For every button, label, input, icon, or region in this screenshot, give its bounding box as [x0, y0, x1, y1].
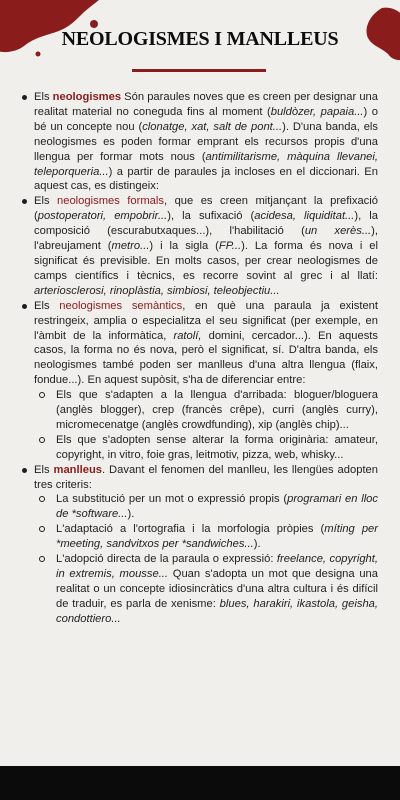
list-item-neologismes-semantics [20, 299, 378, 463]
text: ) i la sigla ( [149, 240, 219, 253]
page-title: NEOLOGISMES I MANLLEUS [61, 28, 339, 50]
text: Els [34, 463, 54, 476]
text: ). D'una banda, els neologismes es poden formar emprant els recursos propis d'una llengua per formar mots nous ( [34, 120, 378, 163]
term-neologismes-formals: neologismes formals [57, 195, 164, 208]
title-underline [132, 69, 266, 72]
text: Quan s'adopta un mot que designa una realitat o un concepte idiosincràtics d'una altra cultura i és difícil de traduir, es parla de xenisme: [56, 568, 378, 610]
term-neologismes: neologismes [52, 91, 122, 103]
text: ), la sufixació ( [167, 210, 255, 223]
example: míting per *meeting, sandvitxos per *sandwiches... [56, 523, 378, 551]
text: ). [253, 538, 261, 551]
example: postoperatori, empobrir... [37, 210, 168, 223]
example: arteriosclerosi, rinoplàstia, simbiosi, teleobjectiu... [34, 284, 280, 297]
text: Els [34, 299, 60, 312]
sublist-manlleus-types [34, 388, 378, 463]
main-list [20, 90, 378, 627]
text: Són paraules noves que es creen per designar una realitat material no coneguda fins al moment ( [34, 91, 378, 118]
text: L'adaptació a l'ortografia i la morfologia pròpies ( [56, 523, 325, 536]
list-item-manlleus [20, 463, 378, 627]
sublist-item [34, 492, 378, 522]
sublist-item [34, 522, 378, 552]
sublist-item: Els que s'adapten a la llengua d'arribada: bloguer/bloguera (anglès blogger), crep (francès crêpe), curri (anglès curry), micromecenatge (anglès crowdfunding), xip (anglès chip)... [34, 388, 378, 433]
list-item-neologismes [20, 90, 378, 194]
text: ), l'abreujament ( [34, 225, 378, 253]
sublist-item: Els que s'adopten sense alterar la forma originària: amateur, copyright, in vitro, foie gras, leitmotiv, pizza, web, whisky... [34, 433, 378, 463]
text: Els [34, 91, 53, 103]
example: buldòzer, papaia... [270, 105, 364, 118]
sublist-criteris [34, 492, 378, 626]
example: FP... [218, 240, 242, 253]
sublist-item [34, 552, 378, 627]
example: clonatge, xat, salt de pont... [142, 120, 283, 133]
list-item-neologismes-formals [20, 194, 378, 298]
term-neologismes-semantics: neologismes semàntics [59, 299, 183, 312]
text: La substitució per un mot o expressió propis ( [56, 493, 288, 506]
example: blues, harakiri, ikastola, geisha, condottiero... [56, 597, 378, 625]
content-body [20, 90, 378, 627]
text: ) a partir de paraules ja incloses en el diccionari. En aquest cas, es distingeix: [34, 165, 378, 193]
text: Els [34, 195, 58, 208]
text: . Davant el fenomen del manlleu, les llengües adopten tres criteris: [34, 463, 378, 491]
example: un xerès... [304, 225, 372, 238]
example: antimilitarisme, màquina llevanei, teleporqueria... [34, 150, 379, 178]
text: ), la composició (escurabutxaques...), l'habilitació ( [34, 210, 378, 238]
example: acidesa, liquiditat... [254, 210, 355, 223]
text: L'adopció directa de la paraula o expressió: [56, 553, 277, 566]
text: , que es creen mitjançant la prefixació ( [34, 195, 378, 223]
example: freelance, copyright, in extremis, mousse... [56, 553, 378, 580]
example: ratolí, [173, 329, 202, 342]
example: metro... [111, 240, 150, 253]
text: ). [127, 508, 135, 521]
text: , en què una paraula ja existent restringeix, amplia o especialitza el seu significat (per exemple, en l'àmbit de la informàtica, [34, 299, 379, 342]
text: domini, cercador...). En aquests casos, la forma no és nova, però el significat, sí. D'altra banda, els neologismes també poden ser manlleus d'una altra llengua (flaix, fondue...). En aquest supòsit, s'ha de diferenciar entre: [34, 329, 378, 387]
term-manlleus: manlleus [53, 463, 102, 476]
example: programari en lloc de *software... [56, 493, 378, 521]
text: ) o bé un concepte nou ( [34, 105, 378, 133]
text: ). La forma és nova i el significat és previsible. En molts casos, per crear neologismes de camps científics i tècnics, es recorre sovint al grec i al llatí: [34, 240, 378, 282]
